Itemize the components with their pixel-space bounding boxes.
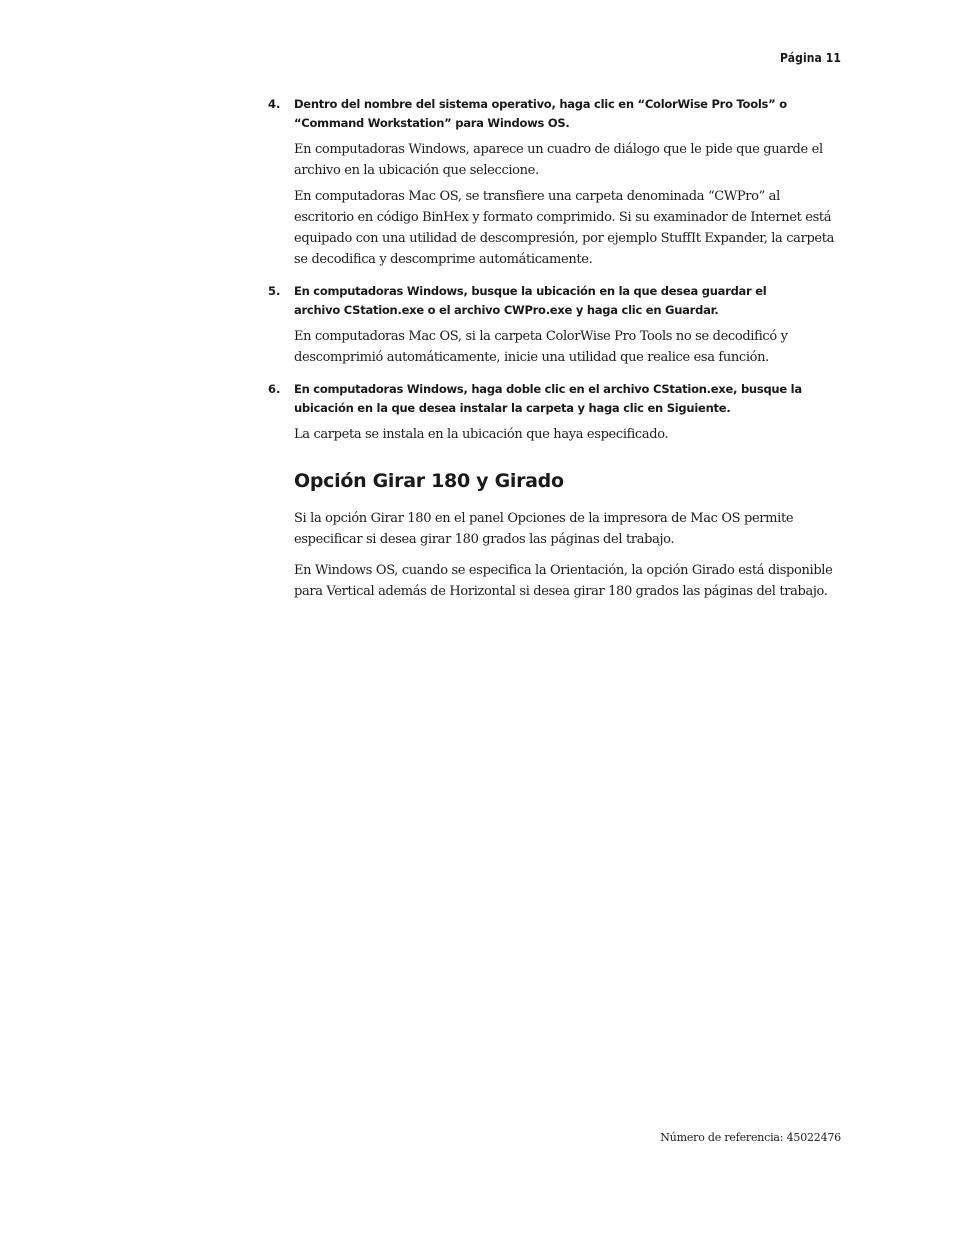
reference-number: Número de referencia: 45022476: [660, 1131, 841, 1144]
step-5: [268, 282, 841, 368]
step-paragraph: En computadoras Windows, aparece un cuadro de diálogo que le pide que guarde el archivo en la ubicación que seleccione.: [294, 142, 823, 178]
step-number: 4.: [268, 97, 281, 111]
step-paragraph: En computadoras Mac OS, si la carpeta ColorWise Pro Tools no se decodificó y descomprimió automáticamente, inicie una utilidad que realice esa función.: [294, 329, 788, 365]
step-heading: Dentro del nombre del sistema operativo, haga clic en “ColorWise Pro Tools” o “Command Workstation” para Windows OS.: [294, 97, 787, 130]
step-heading-line: En computadoras Windows, busque la ubicación en la que desea guardar el: [294, 284, 767, 298]
step-4: [268, 95, 841, 270]
section-paragraph: En Windows OS, cuando se especifica la Orientación, la opción Girado está disponible para Vertical además de Horizontal si desea girar 180 grados las páginas del trabajo.: [294, 563, 833, 599]
step-number: 5.: [268, 284, 281, 298]
section-paragraph: Si la opción Girar 180 en el panel Opciones de la impresora de Mac OS permite especificar si desea girar 180 grados las páginas del trabajo.: [294, 511, 794, 547]
document-body: [0, 95, 954, 602]
step-heading: [294, 282, 841, 320]
step-heading: En computadoras Windows, haga doble clic en el archivo CStation.exe, busque la ubicación en la que desea instalar la carpeta y haga clic en Siguiente.: [294, 382, 802, 415]
step-paragraph: La carpeta se instala en la ubicación que haya especificado.: [294, 427, 669, 442]
step-heading-line: archivo CStation.exe o el archivo CWPro.exe y haga clic en Guardar.: [294, 303, 719, 317]
step-paragraph: En computadoras Mac OS, se transfiere una carpeta denominada “CWPro” al escritorio en código BinHex y formato comprimido. Si su examinador de Internet está equipado con una utilidad de descompresión, por ejemplo StuffIt Expander, la carpeta se decodifica y descomprime automáticamente.: [294, 189, 835, 267]
step-number: 6.: [268, 382, 281, 396]
section-title: Opción Girar 180 y Girado: [294, 470, 564, 492]
step-6: [268, 380, 841, 445]
section-body: [294, 508, 841, 602]
page-number: Página 11: [780, 51, 841, 65]
